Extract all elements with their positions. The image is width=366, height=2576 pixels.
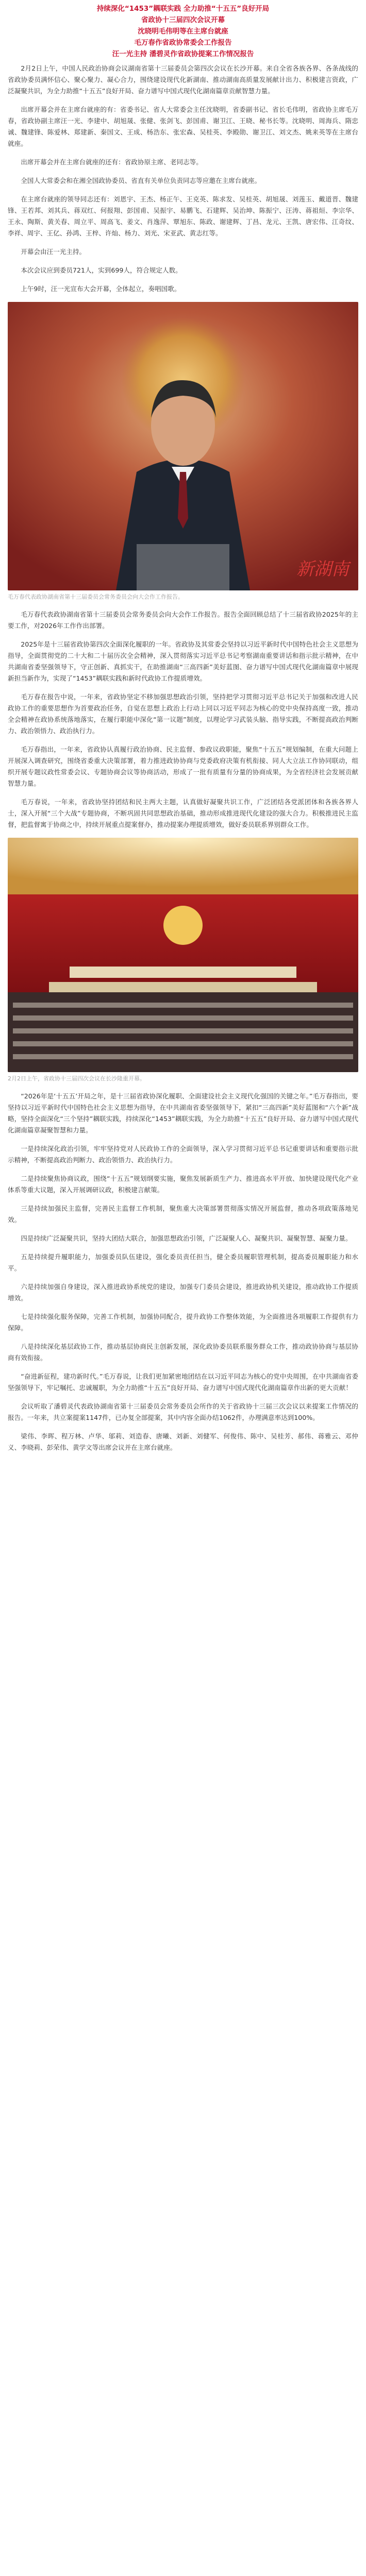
paragraph: “奋进新征程，建功新时代。”毛万春说，让我们更加紧密地团结在以习近平同志为核心的党中央周围，在中共湖南省委坚强领导下，牢记嘱托、忠诚履职，为全力助推“十五五”良好开局、奋力谱写中国式现代化湖南篇章作出新的更大贡献！ xyxy=(8,1372,358,1392)
paragraph: 六是持续加强自身建设，深入推进政协系统党的建设，加强专门委员会建设，推进政协机关建设，推动政协工作提质增效。 xyxy=(8,1283,358,1302)
paragraph: “2026年是‘十五五’开局之年，是十三届省政协深化履职、全面建设社会主义现代化强国的关键之年。”毛万春指出，要坚持以习近平新时代中国特色社会主义思想为指导，在中共湖南省委坚强领导下，紧扣“三高四新”美好蓝图和“六个新”战略，坚持全面深化“三个坚持”耦联实践，持续深化“1453”耦联实践，为全力助推“十五五”良好开局、奋力谱写中国式现代化湖南篇章凝聚智慧和力量。 xyxy=(8,1092,358,1134)
paragraph: 上午9时，汪一光宣布大会开幕，全体起立，奏唱国歌。 xyxy=(21,285,181,293)
hall-photo xyxy=(8,838,358,1072)
body-top xyxy=(8,63,358,295)
paragraph: 在主席台就座的领导同志还有：刘恩宇、王杰、杨正午、王克英、陈求发、吴桂英、胡旭晟、刘莲玉、戴道晋、魏建锋、王若邦、刘其兵、蒋双红、何报翔、彭国甫、吴振宇、易鹏飞、石建辉、吴治坤、陈振宁、汪涛、蒋祖烜、李宗华、王永、陶斯、黄关春、周立平、周高飞、姜文、肖逸萍、覃旭东、陈政、谢建辉、丁昌、龙元、王凯、唐宏伟、江奇纹、李祥、周宇、王亿、孙鸿、王梓、许灿、杨力、刘光、宋亚武、黄志红等。 xyxy=(8,195,358,237)
paragraph: 开幕会由汪一光主持。 xyxy=(21,248,86,256)
paragraph: 一是持续深化政治引领，牢牢坚持党对人民政协工作的全面领导，深入学习贯彻习近平总书记重要讲话和重要指示批示精神，不断提高政治判断力、政治领悟力、政治执行力。 xyxy=(8,1145,358,1164)
paragraph: 2025年是十三届省政协第四次全面深化履职的一年。省政协及其常委会坚持以习近平新时代中国特色社会主义思想为指导，全面贯彻党的二十大和二十届历次全会精神，深入贯彻落实习近平总书记考察湖南重要讲话和指示批示精神，在中共湖南省委坚强领导下，守正创新、真抓实干，在助推湖南“三高四新”美好蓝图、奋力谱写中国式现代化湖南篇章中展现新担当新作为，实现了“1453”耦联实践和新时代政协工作提质增效。 xyxy=(8,640,358,682)
paragraph: 七是持续强化服务保障，完善工作机制，加强协同配合，提升政协工作整体效能，为全面推进各项履职工作提供有力保障。 xyxy=(8,1313,358,1332)
paragraph: 八是持续深化基层政协工作，推动基层协商民主创新发展，深化政协委员联系服务群众工作，推动政协协商与基层协商有效衔接。 xyxy=(8,1343,358,1362)
paragraph: 出席开幕会并在主席台就座的还有：省政协原主席、老同志等。 xyxy=(21,158,203,166)
headline-line-2: 省政协十三届四次会议开幕 xyxy=(141,16,225,24)
hall-photo-illustration xyxy=(8,838,358,1072)
body-mid xyxy=(8,609,358,831)
speaker-photo-illustration xyxy=(8,302,358,590)
paragraph: 毛万春在报告中说，一年来，省政协坚定不移加强思想政治引领，坚持把学习贯彻习近平总书记关于加强和改进人民政协工作的重要思想作为首要政治任务，自觉在思想上政治上行动上同以习近平同志为核心的党中央保持高度一致，推动全会精神在政协系统落地落实，在履行职能中深化“第一议题”制度，以理论学习武装头脑、指导实践，不断提高政治判断力、政治领悟力、政治执行力。 xyxy=(8,693,358,735)
paragraph: 本次会议应到委员721人，实到699人，符合规定人数。 xyxy=(21,266,182,274)
paragraph: 全国人大常委会和在湘全国政协委员、省直有关单位负责同志等应邀在主席台就座。 xyxy=(21,177,261,184)
paragraph: 毛万春说，一年来，省政协坚持团结和民主两大主题，认真做好凝聚共识工作，广泛团结各党派团体和各族各界人士，深入开展“三个大战”专题协商，不断巩固共同思想政治基础，推动形成推进现代化建设的强大合力。积极推进民主监督，把监督寓于协商之中，持续开展重点提案督办，推动提案办理提质增效，做好委员联系界别群众工作。 xyxy=(8,798,358,828)
paragraph: 二是持续聚焦协商议政，围绕“十五五”规划纲要实施，聚焦发展新质生产力、推进高水平开放、加快建设现代化产业体系等重大议题，深入开展调研议政，积极建言献策。 xyxy=(8,1175,358,1194)
speaker-photo xyxy=(8,302,358,590)
paragraph: 毛万春指出，一年来，省政协认真履行政治协商、民主监督、参政议政职能，聚焦“十五五”规划编制，在重大问题上开展深入调查研究，围绕省委重大决策部署，着力推进政协协商与党委政府决策有机衔接、同人大立法工作协同联动，组织开展专题议政性常委会议、专题协商会议等协商活动，形成了一批有质量有分量的协商成果，为全省经济社会发展贡献智慧力量。 xyxy=(8,745,358,787)
paragraph: 梁伟、李晖、程万林、卢华、邬莉、刘造春、唐曦、刘新、刘健军、何俊伟、陈中、吴桂芳、郝伟、蒋雅云、邓仲义、李晓莉、彭荣伟、黄学文等出席会议并在主席台就座。 xyxy=(8,1432,358,1451)
paragraph: 五是持续提升履职能力，加强委员队伍建设，强化委员责任担当，健全委员履职管理机制，提高委员履职能力和水平。 xyxy=(8,1253,358,1272)
headline-line-5: 汪一光主持 潘碧灵作省政协提案工作情况报告 xyxy=(112,50,254,58)
photo-caption: 2月2日上午，省政协十三届四次会议在长沙隆重开幕。 xyxy=(8,1075,145,1082)
paragraph: 三是持续加强民主监督，完善民主监督工作机制，聚焦重大决策部署贯彻落实情况开展监督，推动各项政策落地见效。 xyxy=(8,1205,358,1224)
paragraph: 毛万春代表政协湖南省第十三届委员会常务委员会向大会作工作报告。报告全面回顾总结了十三届省政协2025年的主要工作，对2026年工作作出部署。 xyxy=(8,611,358,630)
headline-block xyxy=(8,0,358,60)
emblem-icon xyxy=(163,906,203,945)
photo-watermark: 新湖南 xyxy=(296,559,349,580)
paragraph: 会议听取了潘碧灵代表政协湖南省第十三届委员会常务委员会所作的关于省政协十三届三次会议以来提案工作情况的报告。一年来，共立案提案1147件，已办复全部提案，其中内容全面办结1062件，办理满意率达到100%。 xyxy=(8,1402,358,1421)
headline-line-4: 毛万春作省政协常委会工作报告 xyxy=(134,39,232,47)
paragraph: 2月2日上午，中国人民政治协商会议湖南省第十三届委员会第四次会议在长沙开幕。来自全省各族各界、各条战线的省政协委员满怀信心、聚心聚力、凝心合力，围绕建设现代化新湖南、推动湖南高质量发展献计出力、积极建言资政，广泛凝聚共识，为全力助推“十五五”良好开局、奋力谱写中国式现代化湖南篇章贡献智慧力量。 xyxy=(8,64,358,95)
photo-caption: 毛万春代表政协湖南省第十三届委员会常务委员会向大会作工作报告。 xyxy=(8,594,184,600)
headline-line-3: 沈晓明毛伟明等在主席台就座 xyxy=(138,27,228,36)
headline-line-1: 持续深化“1453”耦联实践 全力助推“十五五”良好开局 xyxy=(96,5,270,13)
paragraph: 四是持续广泛凝聚共识，坚持大团结大联合，加强思想政治引领，广泛凝聚人心、凝聚共识、凝聚智慧、凝聚力量。 xyxy=(21,1234,352,1242)
paragraph: 出席开幕会并在主席台就座的有：省委书记、省人大常委会主任沈晓明，省委副书记、省长毛伟明，省政协主席毛万春，省政协副主席汪一光、李建中、胡旭晟、张健、张剑飞、彭国甫、谢卫江、王晓、秘书长等。沈晓明、周海兵、隋忠诚、魏建锋、陈爱林、郑建新、秦国文、王成、杨浩东、张宏森、吴桂英、李殿勋、谢卫江、刘文杰、姚来英等在主席台就座。 xyxy=(8,106,358,147)
body-bottom xyxy=(8,1091,358,1453)
